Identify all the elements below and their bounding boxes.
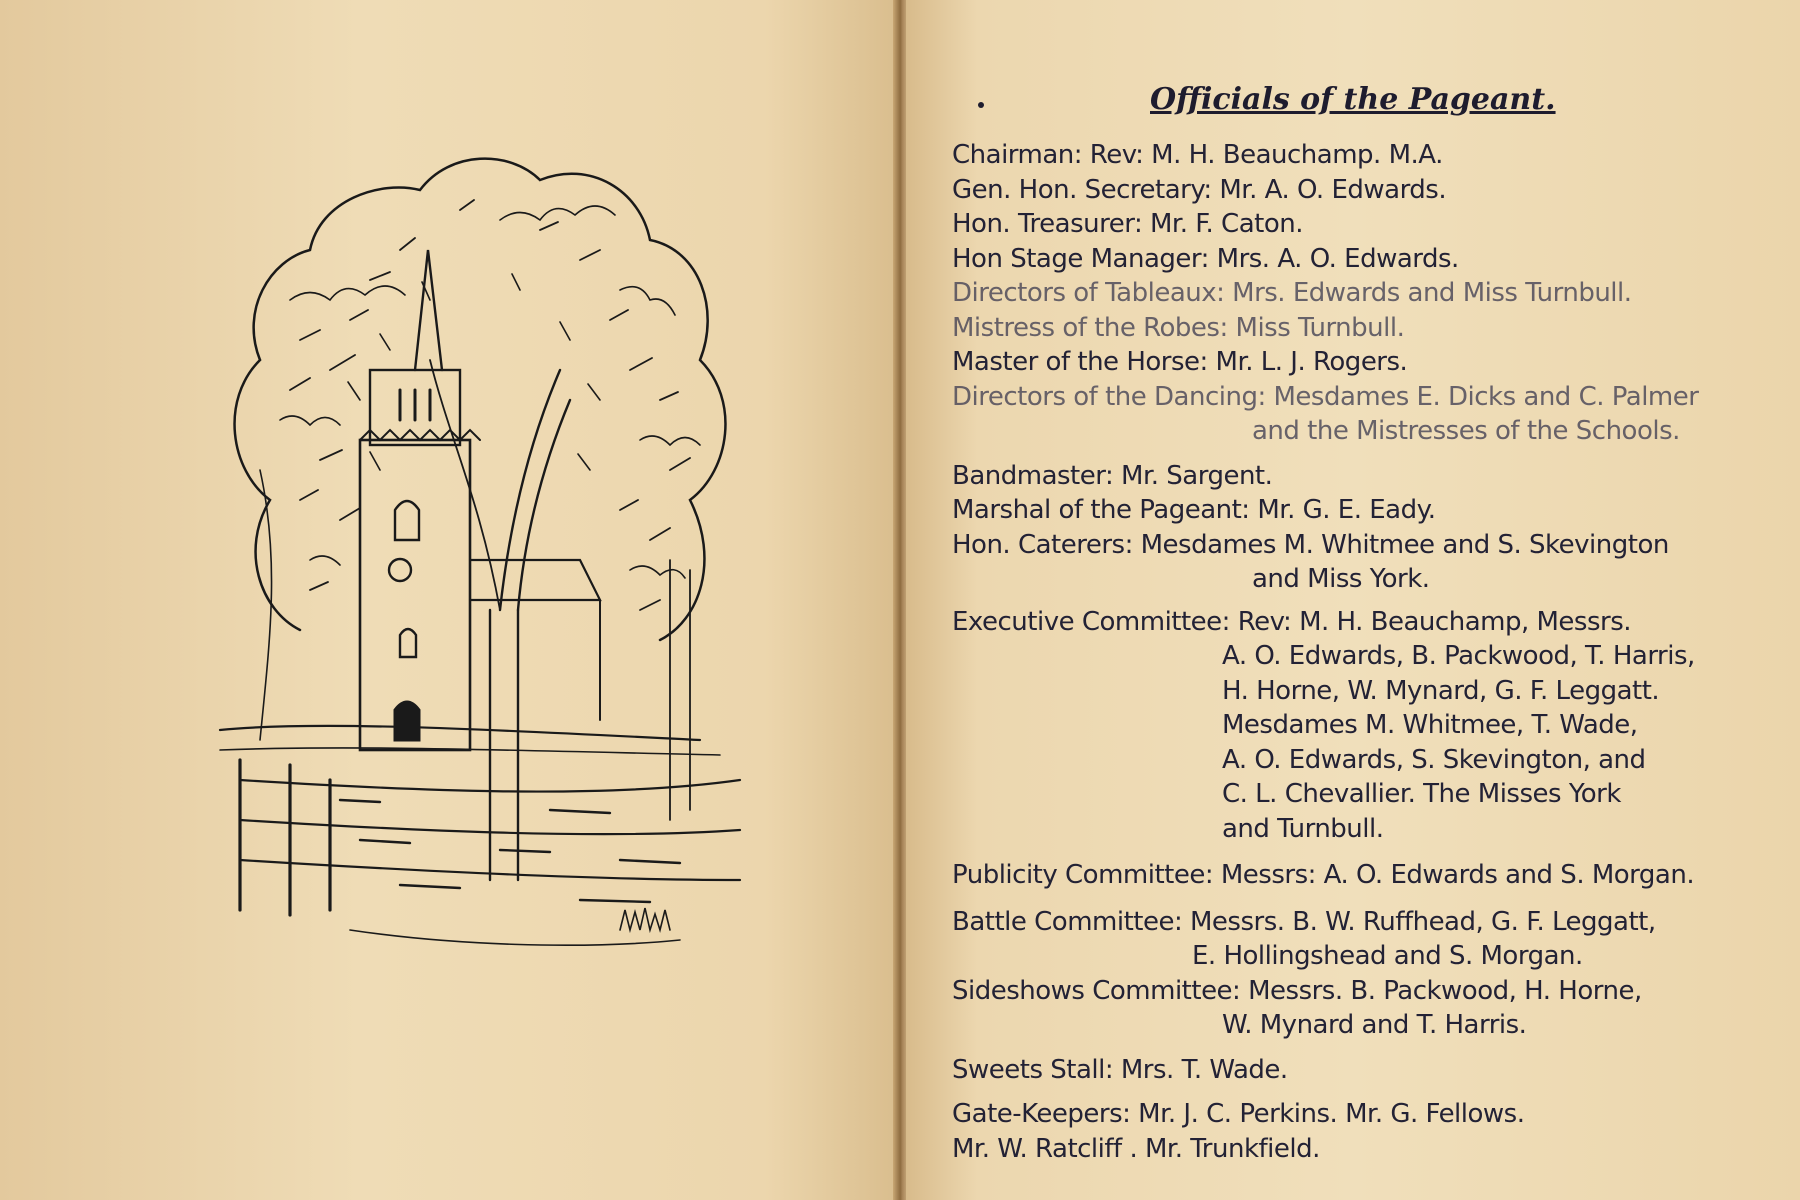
- official-first-line: [952, 242, 1752, 277]
- official-names: and Miss York.: [1252, 564, 1430, 594]
- official-first-line: [952, 276, 1752, 311]
- official-entry: [952, 605, 1752, 847]
- church-illustration: [200, 140, 760, 970]
- official-names: A. O. Edwards, S. Skevington, and: [1222, 744, 1646, 775]
- official-role: Gate-Keepers:: [952, 1099, 1131, 1129]
- official-continuation-line: [952, 562, 1752, 597]
- official-names: Mesdames M. Whitmee, T. Wade,: [1222, 710, 1638, 740]
- official-names: C. L. Chevallier. The Misses York: [1222, 779, 1621, 809]
- official-entry: [952, 311, 1752, 346]
- official-names: and Turnbull.: [1222, 813, 1384, 844]
- official-role: Sweets Stall:: [952, 1054, 1114, 1085]
- official-entry: [952, 173, 1752, 208]
- official-role: Directors of the Dancing:: [952, 381, 1266, 412]
- official-role: Directors of Tableaux:: [952, 278, 1225, 308]
- official-entry: [952, 905, 1752, 974]
- official-role: Hon. Treasurer:: [952, 209, 1143, 239]
- official-names: E. Hollingshead and S. Morgan.: [1192, 941, 1583, 971]
- official-names: Messrs: A. O. Edwards and S. Morgan.: [1213, 860, 1695, 890]
- official-entry: [952, 459, 1752, 494]
- official-role: Gen. Hon. Secretary:: [952, 174, 1212, 205]
- official-entry: [952, 858, 1752, 893]
- official-first-line: [952, 974, 1752, 1009]
- official-first-line: [952, 138, 1752, 173]
- official-names: Mrs. T. Wade.: [1113, 1054, 1288, 1085]
- official-role: Battle Committee:: [952, 906, 1183, 937]
- official-names: Mesdames E. Dicks and C. Palmer: [1265, 381, 1699, 412]
- officials-list: [952, 138, 1752, 1166]
- official-role: Bandmaster:: [952, 460, 1114, 491]
- official-role: Marshal of the Pageant:: [952, 495, 1250, 525]
- official-names: Mesdames M. Whitmee and S. Skevington: [1132, 529, 1669, 560]
- official-entry: [952, 528, 1752, 597]
- official-names: A. O. Edwards, B. Packwood, T. Harris,: [1222, 641, 1695, 671]
- official-role: Publicity Committee:: [952, 860, 1214, 890]
- official-role: Mistress of the Robes:: [952, 312, 1228, 343]
- official-role: Sideshows Committee:: [952, 975, 1241, 1006]
- official-names: Rev: M. H. Beauchamp, Messrs.: [1229, 606, 1632, 637]
- official-entry: [952, 1053, 1752, 1088]
- official-names: Mr. W. Ratcliff . Mr. Trunkfield.: [952, 1133, 1320, 1164]
- official-names: Mr. A. O. Edwards.: [1211, 174, 1447, 205]
- official-first-line: [952, 493, 1752, 528]
- official-names: Miss Turnbull.: [1227, 312, 1405, 343]
- page-title: Officials of the Pageant.: [1150, 82, 1556, 117]
- official-entry: [952, 1097, 1752, 1166]
- official-continuation-line: [952, 1132, 1752, 1167]
- official-entry: [952, 242, 1752, 277]
- official-names: H. Horne, W. Mynard, G. F. Leggatt.: [1222, 675, 1660, 706]
- official-names: Mrs. Edwards and Miss Turnbull.: [1224, 278, 1632, 308]
- official-names: Messrs. B. W. Ruffhead, G. F. Leggatt,: [1182, 906, 1656, 937]
- official-names: Mrs. A. O. Edwards.: [1208, 243, 1459, 274]
- official-names: Mr. L. J. Rogers.: [1207, 347, 1408, 377]
- official-entry: [952, 493, 1752, 528]
- official-entry: [952, 380, 1752, 449]
- official-role: Master of the Horse:: [952, 347, 1208, 377]
- official-continuation-line: [952, 1008, 1752, 1043]
- ink-dot: [978, 102, 984, 108]
- official-entry: [952, 207, 1752, 242]
- official-role: Hon Stage Manager:: [952, 243, 1209, 274]
- official-names: Mr. Sargent.: [1113, 460, 1273, 491]
- official-continuation-line: [952, 414, 1752, 449]
- official-continuation-line: [952, 777, 1752, 812]
- official-first-line: [952, 905, 1752, 940]
- official-role: Executive Committee:: [952, 606, 1230, 637]
- official-first-line: [952, 605, 1752, 640]
- official-first-line: [952, 528, 1752, 563]
- official-first-line: [952, 173, 1752, 208]
- official-names: Mr. F. Caton.: [1142, 209, 1303, 239]
- official-names: Mr. G. E. Eady.: [1249, 495, 1436, 525]
- official-continuation-line: [952, 639, 1752, 674]
- official-first-line: [952, 345, 1752, 380]
- official-entry: [952, 276, 1752, 311]
- official-names: and the Mistresses of the Schools.: [1252, 416, 1680, 446]
- official-first-line: [952, 311, 1752, 346]
- official-first-line: [952, 858, 1752, 893]
- official-names: Messrs. B. Packwood, H. Horne,: [1240, 975, 1642, 1006]
- official-names: W. Mynard and T. Harris.: [1222, 1010, 1527, 1040]
- official-continuation-line: [952, 674, 1752, 709]
- official-first-line: [952, 380, 1752, 415]
- official-names: Rev: M. H. Beauchamp. M.A.: [1082, 140, 1443, 170]
- official-entry: [952, 345, 1752, 380]
- official-role: Hon. Caterers:: [952, 529, 1133, 560]
- official-role: Chairman:: [952, 140, 1083, 170]
- official-continuation-line: [952, 743, 1752, 778]
- official-continuation-line: [952, 812, 1752, 847]
- official-first-line: [952, 207, 1752, 242]
- official-continuation-line: [952, 939, 1752, 974]
- official-first-line: [952, 1053, 1752, 1088]
- official-entry: [952, 138, 1752, 173]
- official-first-line: [952, 1097, 1752, 1132]
- official-entry: [952, 974, 1752, 1043]
- official-names: Mr. J. C. Perkins. Mr. G. Fellows.: [1130, 1099, 1525, 1129]
- official-first-line: [952, 459, 1752, 494]
- official-continuation-line: [952, 708, 1752, 743]
